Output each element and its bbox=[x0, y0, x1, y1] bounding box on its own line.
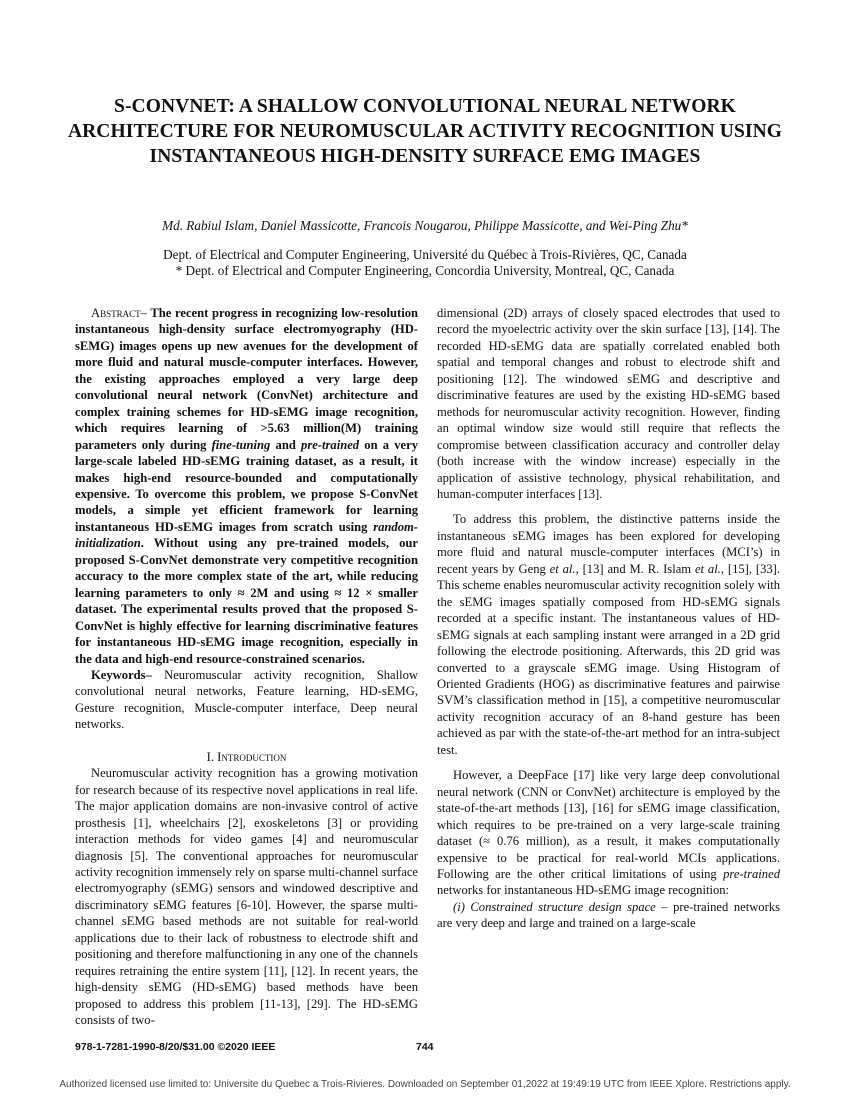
emph: et al. bbox=[694, 561, 721, 576]
text: , [15], [33]. This scheme enables neuromuscular activity recognition solely with the sEMG images spatially composed from HD-sEMG signals recorded at a specific instant. The instantaneous values of HD-sEMG signals at each sampling instant were arranged in a 2D grid following the electrode positioning. Afterwards, this 2D grid was converted to a grayscale sEMG image. Using Histogram of Oriented Gradients (HOG) as discriminative features and pairwise SVM’s classification method in [15], a competitive neuromuscular activity recognition accuracy of an 8-hand gesture has been achieved as par with the state-of-the-art method for an intra-subject test. bbox=[437, 561, 781, 757]
text: To address this problem, the distinctive patterns inside the instantaneous sEMG images has been explored for developing more fluid and natural muscle-computer interfaces (MCI’s) in recent years by Geng bbox=[437, 512, 780, 576]
affiliation-1: Dept. of Electrical and Computer Engineering, Université du Québec à Trois-Rivières, QC, Canada bbox=[163, 247, 687, 262]
abstract-emph: pre-trained bbox=[301, 437, 360, 452]
section-heading bbox=[75, 749, 418, 765]
abstract-emph: fine-tuning bbox=[211, 437, 271, 452]
paragraph: dimensional (2D) arrays of closely spaced electrodes that used to record the myoelectric activity over the skin surface [13], [14]. The recorded HD-sEMG data are spatially correlated enabled both spatial and temporal changes and robust to electrode shift and positioning [12]. The windowed sEMG and descriptive and discriminative features are used by the existing HD-sEMG based methods for neuromuscular activity recognition. However, finding an optimal window size would still require that reflects the compromise between classification accuracy and controller delay (both increase with the window increase) especially in the application of assistive technology, physical rehabilitation, and human-computer interfaces [13]. bbox=[437, 306, 780, 501]
footer-isbn: 978-1-7281-1990-8/20/$31.00 ©2020 IEEE bbox=[75, 1041, 276, 1053]
left-column bbox=[75, 305, 418, 1028]
abstract bbox=[75, 305, 418, 667]
abstract-label: Abstract– bbox=[91, 306, 147, 320]
author-list: Md. Rabiul Islam, Daniel Massicotte, Francois Nougarou, Philippe Massicotte, and Wei-Ping Zhu* bbox=[162, 218, 688, 233]
abstract-text: The recent progress in recognizing low-resolution instantaneous high-density surface electromyography (HD-sEMG) images opens up new avenues for the development of more fluid and natural muscle-computer interfaces. However, the existing approaches employed a very large deep convolutional neural network (ConvNet) architecture and complex training schemes for HD-sEMG image recognition, which requires learning of >5.63 million(M) training parameters only during bbox=[75, 306, 418, 452]
emph: pre-trained bbox=[723, 866, 780, 881]
abstract-text: . Without using any pre-trained models, our proposed S-ConvNet demonstrate very competitive recognition accuracy to the more complex state of the art, while reducing learning parameters to only ≈ 2M and using ≈ 12 × smaller dataset. The experimental results proved that the proposed S-ConvNet is highly effective for learning discriminative features for instantaneous HD-sEMG image recognition, especially in the data and high-end resource-constrained scenarios. bbox=[75, 536, 418, 666]
keywords bbox=[75, 667, 418, 733]
page-number: 744 bbox=[416, 1041, 434, 1053]
paper-title: S-CONVNET: A SHALLOW CONVOLUTIONAL NEURAL NETWORK ARCHITECTURE FOR NEUROMUSCULAR ACTIVITY RECOGNITION USING INSTANTANEOUS HIGH-DENSITY SURFACE EMG IMAGES bbox=[67, 96, 783, 167]
paragraph bbox=[437, 511, 780, 758]
keywords-label: Keywords– bbox=[91, 667, 152, 682]
paragraph bbox=[437, 767, 780, 899]
abstract-text: and bbox=[270, 437, 302, 452]
emph: et al. bbox=[549, 561, 576, 576]
abstract-text: on a very large-scale labeled HD-sEMG training dataset, as a result, it makes high-end resource-bounded and computationally expensive. To overcome this problem, we propose S-ConvNet models, a simple yet efficient framework for learning instantaneous HD-sEMG images from scratch using bbox=[75, 437, 418, 534]
text: However, a DeepFace [17] like very large deep convolutional neural network (CNN or ConvNet) architecture is employed by the state-of-the-art methods [13], [16] for sEMG image classification, which requires to be pre-trained on a very large-scale training dataset (≈ 0.76 million), as a result, it makes computationally expensive to be practical for real-world MCIs applications. Following are the other critical limitations of using bbox=[437, 768, 780, 881]
section-title: I. Introduction bbox=[206, 749, 287, 764]
emph: (i) Constrained structure design space bbox=[453, 899, 656, 914]
text: – pre-trained networks are very deep and large and trained on a large-scale bbox=[437, 899, 780, 931]
authorization-notice: Authorized licensed use limited to: Universite du Quebec a Trois-Rivieres. Downloaded on September 01,2022 at 19:49:19 UTC from IEEE Xplore. Restrictions apply. bbox=[59, 1079, 791, 1090]
right-column bbox=[437, 305, 780, 932]
text: networks for instantaneous HD-sEMG image recognition: bbox=[437, 883, 730, 898]
intro-paragraph: Neuromuscular activity recognition has a growing motivation for research because of its respective novel applications in real life. The major application domains are non-invasive control of active prosthesis [1], wheelchairs [2], exoskeletons [3] or providing interaction methods for video games [4] and neuromuscular diagnosis [5]. The conventional approaches for neuromuscular activity recognition immensely rely on sparse multi-channel surface electromyography (sEMG) sensors and windowed descriptive and discriminatory sEMG features [6-10]. However, the sparse multi-channel sEMG based methods are not suitable for real-world applications due to their lack of robustness to electrode shift and positioning and therefore malfunctioning in any one of the channels requires retraining the entire system [11], [12]. In recent years, the high-density sEMG (HD-sEMG) based methods have been proposed to address this problem [11-13], [29]. The HD-sEMG consists of two- bbox=[75, 766, 418, 1028]
keywords-text: Neuromuscular activity recognition, Shallow convolutional neural networks, Feature learning, HD-sEMG, Gesture recognition, Muscle-computer interface, Deep neural networks. bbox=[75, 667, 418, 732]
paragraph bbox=[437, 899, 780, 932]
affiliation-2: * Dept. of Electrical and Computer Engineering, Concordia University, Montreal, QC, Canada bbox=[175, 263, 675, 278]
text: , [13] and M. R. Islam bbox=[575, 561, 695, 576]
abstract-emph: random-initialization bbox=[75, 519, 418, 551]
